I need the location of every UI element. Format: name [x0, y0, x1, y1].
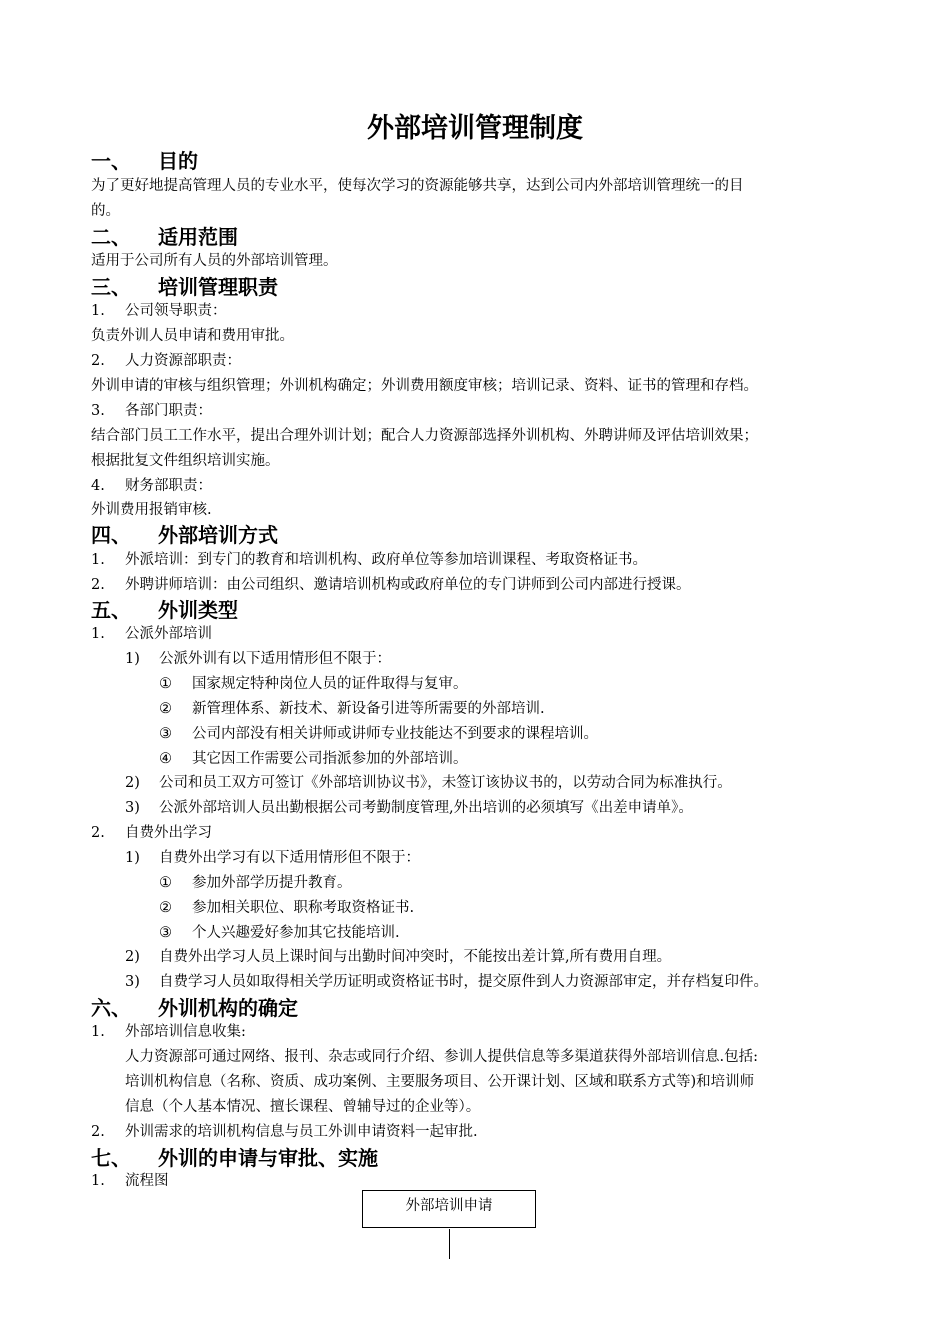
list-item — [125, 649, 391, 669]
section-number: 四、 — [91, 523, 131, 547]
list-item — [125, 773, 732, 793]
list-text: 自费外出学习 — [125, 825, 212, 841]
list-item — [125, 848, 420, 868]
list-number: 1. — [91, 1024, 105, 1040]
list-text: 公派外训有以下适用情形但不限于： — [159, 651, 391, 667]
paragraph: 人力资源部可通过网络、报刊、杂志或同行介绍、参训人提供信息等多渠道获得外部培训信息.包括: — [125, 1049, 758, 1065]
list-number: 1. — [91, 626, 105, 642]
section-heading-6 — [91, 995, 298, 1021]
list-number: 1) — [125, 651, 140, 667]
list-text: 财务部职责： — [125, 478, 212, 494]
section-number: 一、 — [91, 149, 131, 173]
list-text: 公司内部没有相关讲师或讲师专业技能达不到要求的课程培训。 — [192, 726, 598, 742]
list-item — [91, 401, 212, 421]
section-title: 外训的申请与审批、实施 — [158, 1146, 378, 1170]
list-item — [159, 923, 400, 943]
list-text: 参加相关职位、职称考取资格证书. — [192, 900, 415, 916]
list-text: 流程图 — [125, 1173, 169, 1189]
list-number: 4. — [91, 478, 105, 494]
section-title: 适用范围 — [158, 225, 238, 249]
list-item — [159, 749, 468, 769]
section-title: 外部培训方式 — [158, 523, 278, 547]
list-number: 2. — [91, 825, 105, 841]
list-number: ③ — [159, 726, 172, 742]
list-number: 3) — [125, 974, 140, 990]
section-heading-1 — [91, 148, 198, 174]
list-number: ③ — [159, 925, 172, 941]
list-number: 1. — [91, 303, 105, 319]
list-text: 各部门职责： — [125, 403, 212, 419]
section-number: 二、 — [91, 225, 131, 249]
list-text: 外部培训信息收集: — [125, 1024, 246, 1040]
section-title: 培训管理职责 — [158, 275, 278, 299]
list-item — [159, 724, 598, 744]
section-number: 五、 — [91, 598, 131, 622]
list-item — [91, 575, 691, 595]
list-text: 人力资源部职责： — [125, 353, 241, 369]
list-item — [159, 674, 468, 694]
section-heading-5 — [91, 597, 238, 623]
list-item — [91, 1122, 478, 1142]
list-number: ① — [159, 676, 172, 692]
list-number: 2) — [125, 775, 140, 791]
list-number: 1. — [91, 1173, 105, 1189]
paragraph: 外训申请的审核与组织管理；外训机构确定；外训费用额度审核；培训记录、资料、证书的管理和存档。 — [91, 378, 758, 394]
list-number: 3. — [91, 403, 105, 419]
section-heading-2 — [91, 224, 238, 250]
list-text: 自费外出学习人员上课时间与出勤时间冲突时，不能按出差计算,所有费用自理。 — [159, 949, 672, 965]
list-item — [159, 699, 545, 719]
list-item — [91, 823, 212, 843]
list-item — [159, 898, 414, 918]
list-item — [91, 476, 212, 496]
list-number: 3) — [125, 800, 140, 816]
list-text: 个人兴趣爱好参加其它技能培训. — [192, 925, 400, 941]
list-item — [91, 351, 241, 371]
list-number: 2. — [91, 353, 105, 369]
list-text: 公派外部培训 — [125, 626, 212, 642]
list-item — [159, 873, 352, 893]
list-number: 2) — [125, 949, 140, 965]
paragraph: 外训费用报销审核. — [91, 502, 212, 518]
list-text: 公司和员工双方可签订《外部培训协议书》，未签订该协议书的，以劳动合同为标准执行。 — [159, 775, 732, 791]
list-text: 其它因工作需要公司指派参加的外部培训。 — [192, 751, 468, 767]
list-number: 1. — [91, 552, 105, 568]
section-number: 六、 — [91, 996, 131, 1020]
list-number: ② — [159, 900, 172, 916]
list-text: 外派培训：到专门的教育和培训机构、政府单位等参加培训课程、考取资格证书。 — [125, 552, 647, 568]
section-heading-4 — [91, 522, 278, 548]
section-title: 外训机构的确定 — [158, 996, 298, 1020]
page-title: 外部培训管理制度 — [367, 113, 583, 144]
paragraph: 的。 — [91, 203, 120, 219]
list-text: 新管理体系、新技术、新设备引进等所需要的外部培训. — [192, 701, 545, 717]
list-item — [125, 947, 671, 967]
list-number: ② — [159, 701, 172, 717]
paragraph: 根据批复文件组织培训实施。 — [91, 453, 280, 469]
paragraph: 信息（个人基本情况、擅长课程、曾辅导过的企业等）。 — [125, 1099, 481, 1115]
list-item — [91, 1022, 246, 1042]
section-title: 目的 — [158, 149, 198, 173]
list-text: 外训需求的培训机构信息与员工外训申请资料一起审批. — [125, 1124, 478, 1140]
list-text: 自费学习人员如取得相关学历证明或资格证书时，提交原件到人力资源部审定，并存档复印件。 — [159, 974, 768, 990]
paragraph: 适用于公司所有人员的外部培训管理。 — [91, 253, 338, 269]
list-item — [125, 972, 768, 992]
list-text: 参加外部学历提升教育。 — [192, 875, 352, 891]
list-text: 外聘讲师培训：由公司组织、邀请培训机构或政府单位的专门讲师到公司内部进行授课。 — [125, 577, 691, 593]
section-number: 七、 — [91, 1146, 131, 1170]
paragraph: 结合部门员工工作水平，提出合理外训计划；配合人力资源部选择外训机构、外聘讲师及评估培训效果； — [91, 428, 758, 444]
list-item — [91, 550, 647, 570]
section-number: 三、 — [91, 275, 131, 299]
list-item — [125, 798, 693, 818]
list-text: 公司领导职责： — [125, 303, 227, 319]
list-item — [91, 301, 227, 321]
section-heading-3 — [91, 274, 278, 300]
flowchart-box: 外部培训申请 — [362, 1190, 536, 1228]
list-text: 国家规定特种岗位人员的证件取得与复审。 — [192, 676, 468, 692]
paragraph: 为了更好地提高管理人员的专业水平，使每次学习的资源能够共享，达到公司内外部培训管理统一的目 — [91, 178, 744, 194]
section-heading-7 — [91, 1145, 378, 1171]
list-number: ④ — [159, 751, 172, 767]
flowchart-connector — [449, 1229, 450, 1259]
list-number: 2. — [91, 1124, 105, 1140]
paragraph: 负责外训人员申请和费用审批。 — [91, 328, 294, 344]
list-number: 2. — [91, 577, 105, 593]
list-number: ① — [159, 875, 172, 891]
list-text: 公派外部培训人员出勤根据公司考勤制度管理,外出培训的必须填写《出差申请单》。 — [159, 800, 693, 816]
list-item — [91, 624, 212, 644]
paragraph: 培训机构信息（名称、资质、成功案例、主要服务项目、公开课计划、区域和联系方式等)和培训师 — [125, 1074, 755, 1090]
list-item — [91, 1171, 169, 1191]
section-title: 外训类型 — [158, 598, 238, 622]
list-text: 自费外出学习有以下适用情形但不限于： — [159, 850, 420, 866]
list-number: 1) — [125, 850, 140, 866]
